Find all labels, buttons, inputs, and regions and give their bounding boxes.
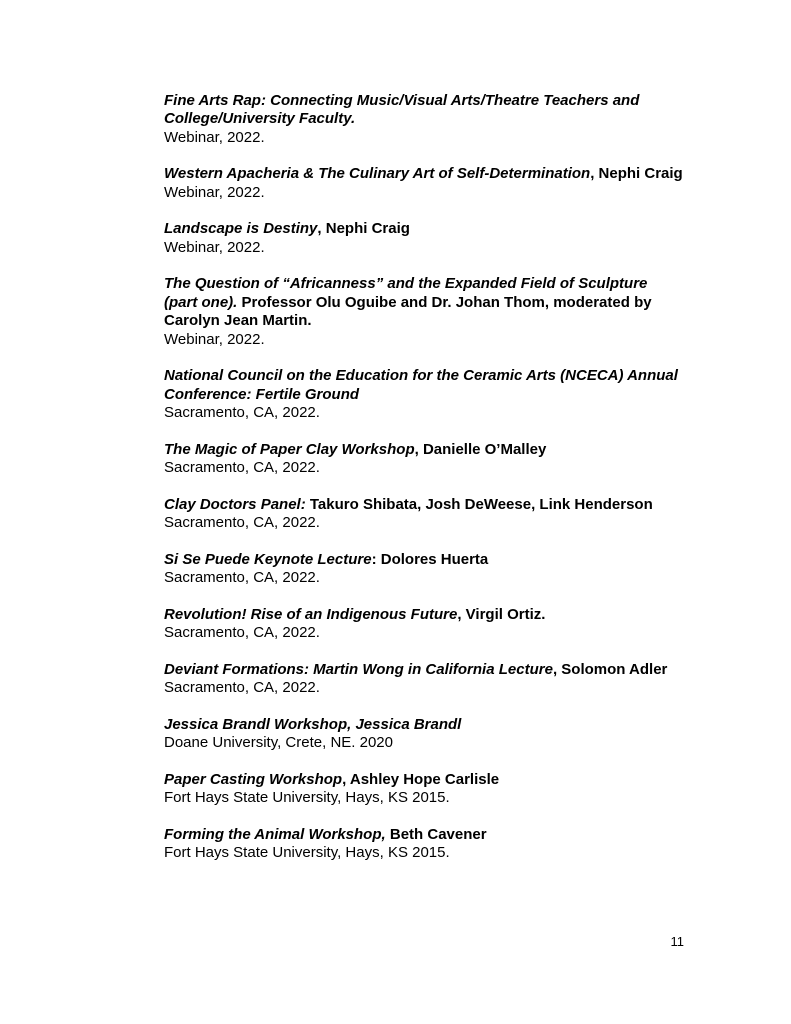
entry-title: The Magic of Paper Clay Workshop (164, 440, 415, 458)
page-number: 11 (670, 934, 684, 949)
entry-heading (164, 771, 684, 789)
entry-heading (164, 367, 684, 404)
entry-title: National Council on the Education for the Ceramic Arts (NCECA) Annual Conference: Fertile Ground (164, 367, 678, 403)
entry-speaker: Takuro Shibata, Josh DeWeese, Link Henderson (305, 495, 653, 513)
entry-location: Sacramento, CA, 2022. (164, 514, 320, 532)
entry-location: Fort Hays State University, Hays, KS 2015. (164, 844, 450, 862)
list-item (164, 367, 684, 422)
list-item (164, 496, 684, 533)
entry-heading (164, 92, 684, 129)
entry-location: Webinar, 2022. (164, 128, 265, 146)
entry-speaker: , Nephi Craig (317, 220, 410, 238)
entry-location: Sacramento, CA, 2022. (164, 624, 320, 642)
entry-heading (164, 441, 684, 459)
entry-location: Webinar, 2022. (164, 330, 265, 348)
entry-heading (164, 496, 684, 514)
entry-title: Clay Doctors Panel: (164, 495, 306, 513)
entry-heading (164, 551, 684, 569)
entry-list (164, 92, 684, 881)
list-item (164, 661, 684, 698)
entry-title: Jessica Brandl Workshop, Jessica Brandl (164, 715, 462, 733)
list-item (164, 441, 684, 478)
entry-heading (164, 606, 684, 624)
entry-title: Landscape is Destiny (164, 220, 318, 238)
entry-heading (164, 220, 684, 238)
entry-title: Forming the Animal Workshop, (164, 825, 386, 843)
list-item (164, 551, 684, 588)
entry-title: Western Apacheria & The Culinary Art of Self-Determination (164, 165, 591, 183)
entry-location: Webinar, 2022. (164, 183, 265, 201)
entry-title: Fine Arts Rap: Connecting Music/Visual Arts/Theatre Teachers and College/University Faculty. (164, 92, 640, 128)
entry-location: Webinar, 2022. (164, 238, 265, 256)
entry-speaker: : Dolores Huerta (371, 550, 489, 568)
list-item (164, 220, 684, 257)
entry-location: Sacramento, CA, 2022. (164, 679, 320, 697)
list-item (164, 606, 684, 643)
entry-speaker: , Danielle O’Malley (414, 440, 547, 458)
entry-speaker: , Solomon Adler (552, 660, 668, 678)
entry-heading (164, 661, 684, 679)
entry-heading (164, 165, 684, 183)
entry-speaker: , Virgil Ortiz. (457, 605, 546, 623)
entry-location: Fort Hays State University, Hays, KS 2015. (164, 789, 450, 807)
entry-title: Si Se Puede Keynote Lecture (164, 550, 372, 568)
entry-speaker: Beth Cavener (385, 825, 487, 843)
entry-location: Sacramento, CA, 2022. (164, 404, 320, 422)
list-item (164, 771, 684, 808)
entry-speaker: Professor Olu Oguibe and Dr. Johan Thom, moderated by Carolyn Jean Martin. (164, 293, 652, 330)
entry-title: Deviant Formations: Martin Wong in California Lecture (164, 660, 553, 678)
entry-speaker: , Ashley Hope Carlisle (342, 770, 500, 788)
entry-title: Paper Casting Workshop (164, 770, 343, 788)
entry-heading (164, 826, 684, 844)
entry-title: The Question of “Africanness” and the Expanded Field of Sculpture (part one). (164, 275, 648, 311)
list-item (164, 165, 684, 202)
entry-location: Doane University, Crete, NE. 2020 (164, 734, 393, 752)
list-item (164, 92, 684, 147)
entry-heading (164, 275, 684, 330)
entry-speaker: , Nephi Craig (590, 165, 683, 183)
list-item (164, 275, 684, 349)
entry-location: Sacramento, CA, 2022. (164, 459, 320, 477)
entry-location: Sacramento, CA, 2022. (164, 569, 320, 587)
entry-title: Revolution! Rise of an Indigenous Future (164, 605, 458, 623)
list-item (164, 716, 684, 753)
entry-heading (164, 716, 684, 734)
list-item (164, 826, 684, 863)
